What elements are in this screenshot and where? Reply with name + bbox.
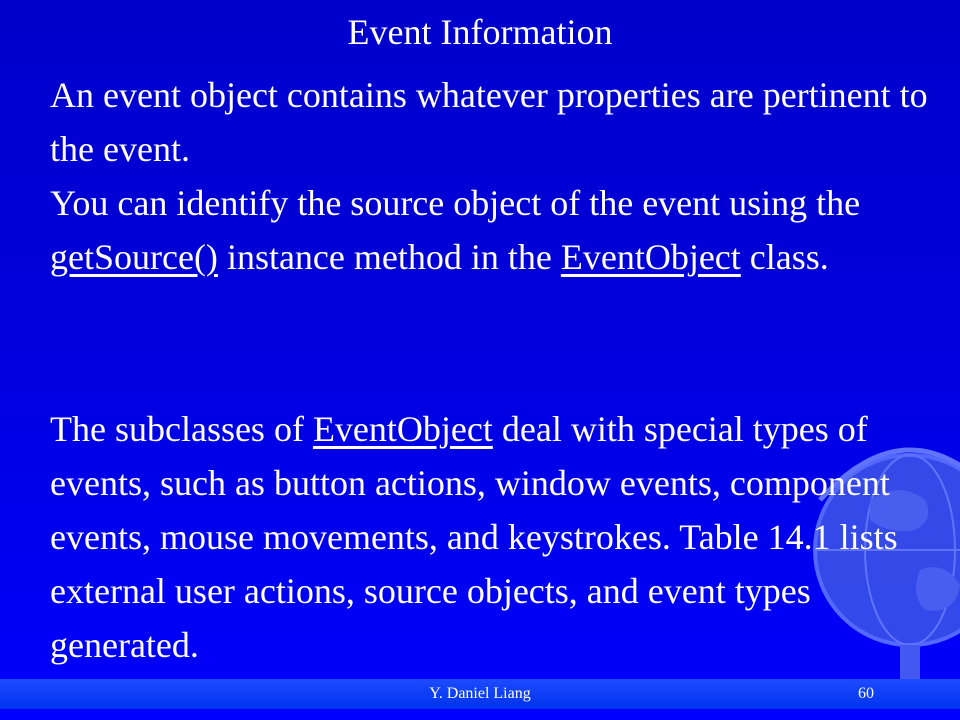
slide-title: Event Information	[347, 12, 613, 52]
eventobject-class-name: EventObject	[560, 237, 741, 277]
page-number: 60	[858, 685, 874, 702]
paragraph-subclasses	[50, 402, 930, 672]
paragraph-text: class.	[740, 237, 829, 277]
paragraph-event-object: An event object contains whatever properties are pertinent to the event.	[50, 75, 928, 169]
paragraph-text: You can identify the source object of the event using the	[50, 183, 861, 223]
paragraph-text: The subclasses of	[50, 409, 313, 449]
paragraph-text: deal with special types of events, such as button actions, window events, component events, mouse movements, and keystrokes. Table 14.1 lists external user actions, source objects, and event types generated.	[50, 409, 898, 665]
footer-author: Y. Daniel Liang	[429, 685, 531, 702]
paragraph-get-source	[50, 176, 930, 284]
getsource-method-name: getSource()	[50, 237, 218, 277]
eventobject-class-name: EventObject	[312, 409, 493, 449]
paragraph-text: instance method in the	[217, 237, 561, 277]
